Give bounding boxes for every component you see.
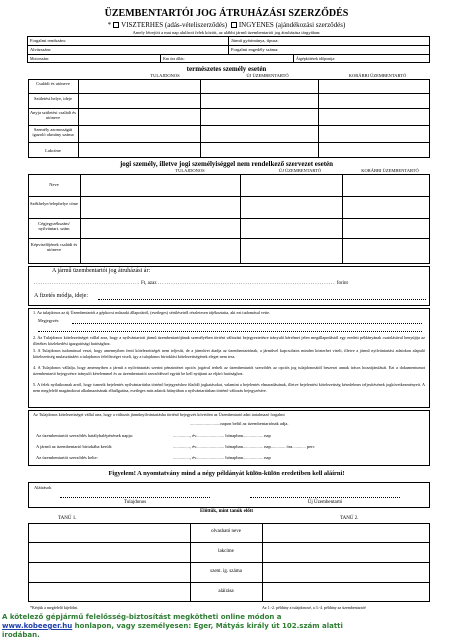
legal-col-old: KORÁBBI ÜZEMBENTARTÓ (361, 168, 419, 173)
natural-row-birth: Születési helye, ideje (33, 96, 73, 101)
ingyenes-label: INGYENES (ajándékozási szerződés) (238, 21, 346, 29)
legal-row-seat: Székhelye/telephelye címe (29, 201, 79, 206)
witness-1-label: TANÚ 1. (58, 516, 77, 521)
legal-row-regno: Cégjegyzékszám/ nyilvántart. szám (38, 221, 70, 231)
owner-signature-label[interactable]: Tulajdonos (123, 500, 147, 505)
contract-type-row (0, 21, 453, 29)
new-holder-signature-label[interactable]: Új Üzembentartó (307, 500, 343, 505)
legal-table (28, 174, 430, 264)
possession-label: A jármű az üzembentartó birtokába került: (36, 444, 113, 449)
natural-header: természetes személy esetén (186, 65, 267, 73)
engine-field[interactable]: Motorszám: (30, 56, 50, 61)
legal-col-new: ÚJ ÜZEMBENTARTÓ (278, 168, 322, 173)
footer-line-3: irodában. (2, 631, 40, 639)
footnote-right: Az 1.-2. példány a tulajdonosé, a 3.-4. példány az üzembentartóé (262, 605, 366, 610)
contract-date-label: Az üzembentartói szerződés kelte: (36, 455, 98, 460)
legal-row-rep: Képviselőjének családi és utóneve (30, 242, 78, 252)
witness-row-address: lakcíme (218, 549, 234, 554)
transfer-forint: forint (336, 281, 348, 286)
footer-promo (2, 604, 452, 609)
natural-col-old: KORÁBBI ÜZEMBENTARTÓ (348, 73, 407, 78)
clause-6: Az Tulajdonos kötelezettséget vállal arra, hogy a változás járműnyilvántartásba történő bejegyzés követően az Üzembentartó adni tartalmazó forgalmi (33, 412, 285, 417)
possession-field[interactable]: ..............., év......................... hónapban.................. nap............. óra............ perc (173, 444, 315, 449)
intro-text: Amely létrejött a mai nap alulírott felek között, az alábbi jármű üzembentartói jog átruházása tárgyában: (132, 30, 321, 35)
natural-row-address: Lakcíme (45, 148, 61, 153)
transfer-amount-row[interactable]: ............................................... Ft, azaz ............................................................................... forint (34, 281, 348, 286)
contract-date-field[interactable]: ..............., év......................... hónapban.................. nap (173, 455, 271, 460)
effective-date-label: Az üzembentartói szerződés hatálybalépésének napja: (36, 433, 133, 438)
witness-row-signature: aláírása (218, 589, 234, 594)
natural-col-owner: TULAJDONOS (150, 73, 180, 78)
viszterhes-label: VISZTERHES (adás-vételiszerződés) (121, 21, 228, 29)
transfer-label: A jármű üzembentartói jog átruházási ár: (52, 268, 151, 274)
natural-row-id: Személy azonosságát igazoló okmány száma (32, 127, 74, 137)
natural-row-mother: Anyja születési családi és utóneve (29, 110, 77, 120)
footer-line-1: A kötelező gépjármű felelősség-biztosítást megkötheti online módon a (2, 613, 282, 621)
plate-field[interactable]: Forgalmi rendszám: (30, 38, 67, 43)
clause-3: 3. A Tulajdonos tudomással veszi, hogy amennyiben fenti kötelezettségét nem teljesíti, de a járművet átadja az üzembentartónak, a járművel kapcsolatos minden közterhet viseli, illetve a jármű nyilvántartási adatokon alapuló kötelezettség mulasztásáért a tulajdonos felelősséget viseli, így a tulajdonos birtoklási kötelezettségének eleget nem tesz. (33, 348, 425, 359)
signatures-title: Aláírások (34, 485, 52, 490)
clause-5: 5. A felek nyilatkoznak arról, hogy ismerik bejelentés nyilvántartásba történő bejegyzéshez fűződő jogkatásokat, valamint a bejelentés elmaradásának, illetve bejelentési kötelezettség késedelmes teljesítésének jogkövetkezményeit. A nem megfelelő magánokirat alkalmazásának elhallgatása, esetleges más adatok hiányában a nyilvántartásban történő változás bejegyzésére. (33, 382, 425, 393)
viszterhes-checkbox[interactable] (113, 22, 119, 28)
permit-field[interactable]: Forgalmi engedély száma: (231, 47, 279, 52)
ingyenes-checkbox[interactable] (231, 22, 237, 28)
natural-col-new: ÚJ ÜZEMBENTARTÓ (246, 73, 289, 78)
legal-row-name: Neve (49, 182, 59, 187)
witness-row-name: olvasható neve (211, 529, 241, 534)
witness-row-id: szem. ig. száma (210, 569, 242, 574)
witnesses-title: Előttük, mint tanúk előtt (199, 509, 254, 514)
handover-napon: ...........................napon belül az üzembentartónak adja. (190, 421, 289, 426)
make-field[interactable]: Jármű gyártmánya, típusa: (231, 38, 279, 43)
legal-col-owner: TULAJDONOS (175, 168, 205, 173)
natural-row-name: Családi és utóneve (36, 81, 70, 86)
transfer-ft: Ft, azaz (141, 281, 157, 286)
change-time-field[interactable]: Átgépkötések időpontja: (296, 56, 336, 61)
page-title: ÜZEMBENTARTÓI JOG ÁTRUHÁZÁSI SZERZŐDÉS (104, 8, 349, 19)
legal-header: jogi személy, illetve jogi személyiséggel nem rendelkező szervezet esetén (119, 160, 334, 168)
chassis-field[interactable]: Alvázszám: (30, 47, 52, 52)
payment-label: A fizetés módja, ideje: (34, 293, 88, 299)
clause-4: 4. A Tulajdonos vállalja, hogy amennyiben a jármű a nyilvántartás szerint pénzintézet opciós jogával terhelt az üzembentartói szerződés az opciós jog tulajdonosától beszerzi annak írásos hozzájárulását. Ezt a dokumentumot üzembentartó bejegyzésre irányuló kérelemmel és az üzembentartói szerződéssel együtt be kell nyújtani az eljáró hatósághoz. (33, 365, 425, 376)
warning-text: Figyelem! A nyomtatvány mind a négy példányát külön-külön eredetiben kell aláírni! (108, 470, 345, 477)
remark-label: Megjegyzés: (38, 318, 60, 323)
insurance-link[interactable]: www.kobeeger.hu (2, 622, 73, 630)
odometer-field[interactable]: Km óra állás: (163, 56, 185, 61)
footnote-left: *Kérjük a megfelelő kijelölni. (30, 605, 79, 610)
asterisk: * (107, 21, 112, 29)
clause-2: 2. Az Tulajdonos kötelezettséget vállal arra, hogy a nyilvántartott jármű üzembentartójának személyében történt változást bejegyeztetésre irányuló kérelmet jelen megállapodástól egy eredeti példányának csatolásával benyújtja az illetékes közlekedési igazgatósági hatósághoz. (33, 335, 425, 346)
natural-table (28, 79, 430, 158)
clause-1: 1. Az tulajdonos az új Üzembentartót a gépkocsi műszaki állapotáról, (esetleges) sérüléseiről részletesen tájékoztatta, aki ezt tudomásul vette. (33, 310, 271, 315)
effective-date-field[interactable]: ..............., év......................... hónapban.................. nap (173, 433, 271, 438)
witness-2-label: TANÚ 2. (340, 516, 359, 521)
footer-line-2: www.kobeeger.hu honlapon, vagy személyesen: Eger, Mátyás király út 102.szám alatti (2, 622, 343, 630)
